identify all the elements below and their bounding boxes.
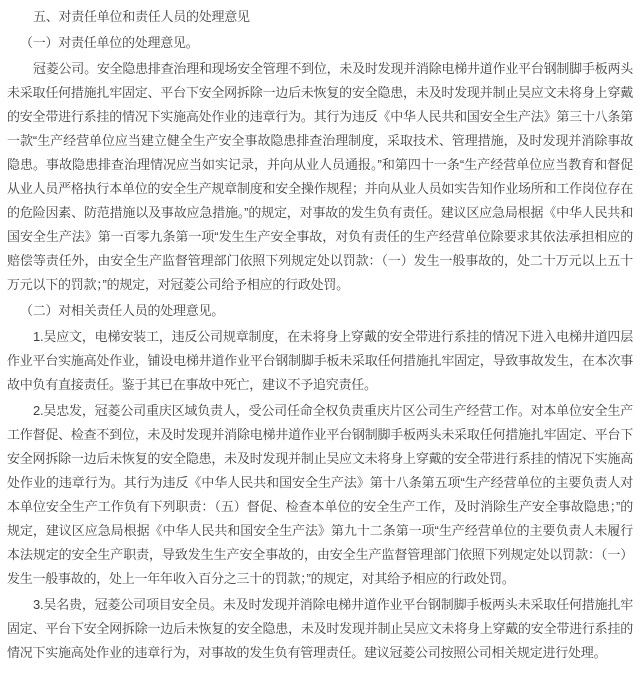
subsection-heading-responsible-persons: （二）对相关责任人员的处理意见。 xyxy=(20,303,225,318)
paragraph-unit-guanling-company: 冠菱公司。安全隐患排查治理和现场安全管理不到位，未及时发现并消除电梯井道作业平台钢制脚手板两头未采取任何措施扎牢固定、平台下安全网拆除一边后未恢复的安全隐患，未及时发现并制止吴应文未将身上穿戴的安全带进行系挂的情况下实施高处作业的违章行为。其行为违反《中华人民共和国安全生产法》第三十八条第一款“生产经营单位应当建立健全生产安全事故隐患排查治理制度，采取技术、管理措施，及时发现并消除事故隐患。事故隐患排查治理情况应当如实记录，并向从业人员通报。”和第四十一条“生产经营单位应当教育和督促从业人员严格执行本单位的安全生产规章制度和安全操作规程；并向从业人员如实告知作业场所和工作岗位存在的危险因素、防范措施以及事故应急措施。”的规定，对事故的发生负有责任。建议区应急局根据《中华人民共和国安全生产法》第一百零九条第一项“发生生产安全事故，对负有责任的生产经营单位除要求其依法承担相应的赔偿等责任外，由安全生产监督管理部门依照下列规定处以罚款：（一）发生一般事故的，处二十万元以上五十万元以下的罚款；”的规定，对冠菱公司给予相应的行政处罚。 xyxy=(7,61,633,292)
paragraph-person-3-wuminggui: 3.吴名贵，冠菱公司项目安全员。未及时发现并消除电梯井道作业平台钢制脚手板两头未采取任何措施扎牢固定、平台下安全网拆除一边后未恢复的安全隐患，未及时发现并制止吴应文未将身上穿戴的安全带进行系挂的情况下实施高处作业的违章行为，对事故的发生负有管理责任。建议冠菱公司按照公司相关规定进行处理。 xyxy=(7,597,633,660)
paragraph-person-2-wuzhongfa: 2.吴忠发，冠菱公司重庆区域负责人，受公司任命全权负责重庆片区公司生产经营工作。对本单位安全生产工作督促、检查不到位，未及时发现并消除电梯井道作业平台钢制脚手板两头未采取任何措施扎牢固定、平台下安全网拆除一边后未恢复的安全隐患，未及时发现并制止吴应文未将身上穿戴的安全带进行系挂的情况下实施高处作业的违章行为。其行为违反《中华人民共和国安全生产法》第十八条第五项“生产经营单位的主要负责人对本单位安全生产工作负有下列职责：（五）督促、检查本单位的安全生产工作，及时消除生产安全事故隐患；”的规定，建议区应急局根据《中华人民共和国安全生产法》第九十二条第一项“生产经营单位的主要负责人未履行本法规定的安全生产职责，导致发生生产安全事故的，由安全生产监督管理部门依照下列规定处以罚款：（一）发生一般事故的，处上一年年收入百分之三十的罚款；”的规定，对其给予相应的行政处罚。 xyxy=(7,403,633,586)
document-body xyxy=(7,5,633,665)
section-title: 五、对责任单位和责任人员的处理意见 xyxy=(33,9,250,24)
paragraph-person-1-wuyingwen: 1.吴应文，电梯安装工，违反公司规章制度，在未将身上穿戴的安全带进行系挂的情况下进入电梯井道四层作业平台实施高处作业，铺设电梯井道作业平台钢制脚手板未采取任何措施扎牢固定，导致事故发生，在本次事故中负有直接责任。鉴于其已在事故中死亡，建议不予追究责任。 xyxy=(7,329,633,392)
subsection-heading-responsible-unit: （一）对责任单位的处理意见。 xyxy=(20,35,199,50)
